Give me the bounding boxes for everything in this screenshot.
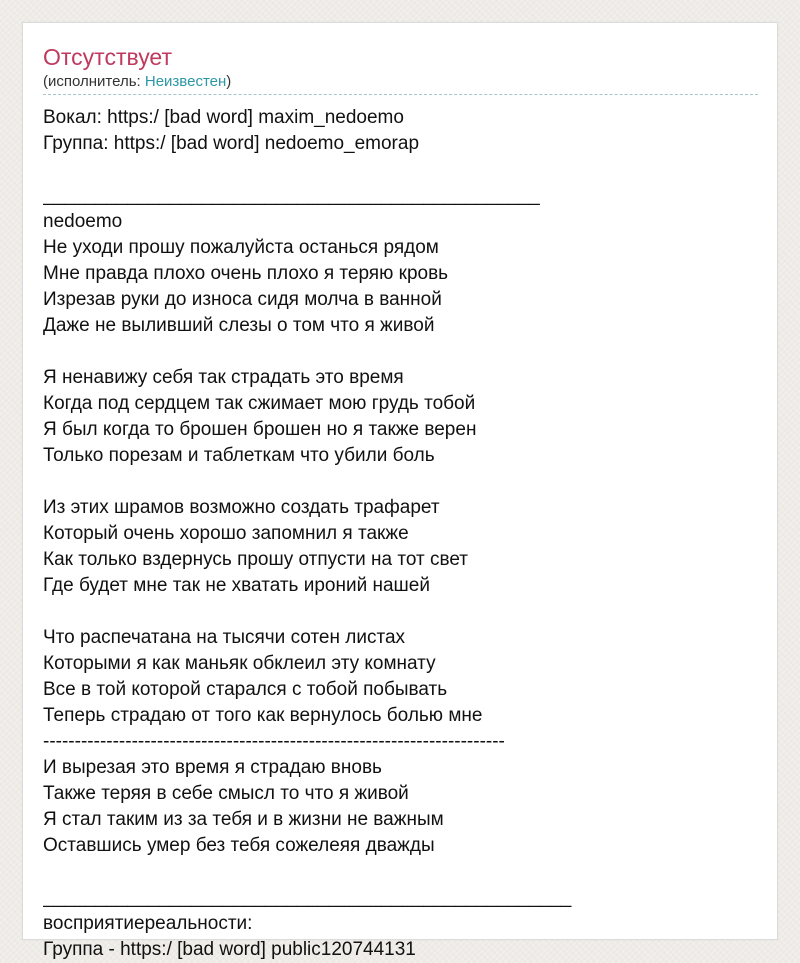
song-header (43, 42, 758, 95)
lyric-line: Также теряя в себе смысл то что я живой (43, 783, 409, 804)
lyrics-card (22, 22, 778, 960)
lyric-line: _______________________________________________ (43, 185, 540, 206)
lyric-line: Что распечатана на тысячи сотен листах (43, 627, 406, 648)
lyric-line: восприятиереальности: (43, 913, 253, 934)
lyric-line: Вокал: https:/ [bad word] maxim_nedoemo (43, 107, 404, 128)
lyric-line: Я стал таким из за тебя и в жизни не важным (43, 809, 444, 830)
lyric-line: Как только вздернусь прошу отпусти на тот свет (43, 549, 469, 570)
lyric-line: Не уходи прошу пожалуйста останься рядом (43, 237, 439, 258)
artist-link[interactable]: Неизвестен (144, 73, 227, 90)
lyric-line: Оставшись умер без тебя сожелеяя дважды (43, 835, 435, 856)
lyric-blank-line (43, 859, 758, 885)
lyric-line: Я ненавижу себя так страдать это время (43, 367, 404, 388)
lyric-line: Где будет мне так не хватать ироний нашей (43, 575, 430, 596)
lyric-line: ------------------------------------------------------------------------- (43, 731, 505, 752)
lyric-line: Которыми я как маньяк обклеил эту комнату (43, 653, 436, 674)
lyric-line: Все в той которой старался с тобой побывать (43, 679, 448, 700)
lyric-blank-line (43, 157, 758, 183)
lyric-line: Даже не выливший слезы о том что я живой (43, 315, 435, 336)
lyric-blank-line (43, 599, 758, 625)
lyric-line: И вырезая это время я страдаю вновь (43, 757, 382, 778)
lyric-line: Когда под сердцем так сжимает мою грудь тобой (43, 393, 476, 414)
lyric-line: Теперь страдаю от того как вернулось болью мне (43, 705, 483, 726)
lyric-line: Я был когда то брошен брошен но я также верен (43, 419, 477, 440)
lyrics-text (43, 105, 758, 963)
artist-suffix: ) (226, 73, 232, 90)
artist-prefix: (исполнитель: (43, 73, 145, 90)
lyric-blank-line (43, 469, 758, 495)
lyric-line: __________________________________________________ (43, 887, 572, 908)
lyric-line: Который очень хорошо запомнил я также (43, 523, 409, 544)
lyric-line: nedoemo (43, 211, 123, 232)
song-title: Отсутствует (43, 44, 172, 70)
lyric-line: Только порезам и таблеткам что убили боль (43, 445, 435, 466)
lyric-line: Группа: https:/ [bad word] nedoemo_emorap (43, 133, 420, 154)
lyric-line: Мне правда плохо очень плохо я теряю кровь (43, 263, 449, 284)
lyric-line: Из этих шрамов возможно создать трафарет (43, 497, 440, 518)
lyric-line: Изрезав руки до износа сидя молча в ванной (43, 289, 442, 310)
lyric-blank-line (43, 339, 758, 365)
artist-line (43, 72, 758, 92)
lyric-line: Группа - https:/ [bad word] public120744131 (43, 939, 416, 960)
